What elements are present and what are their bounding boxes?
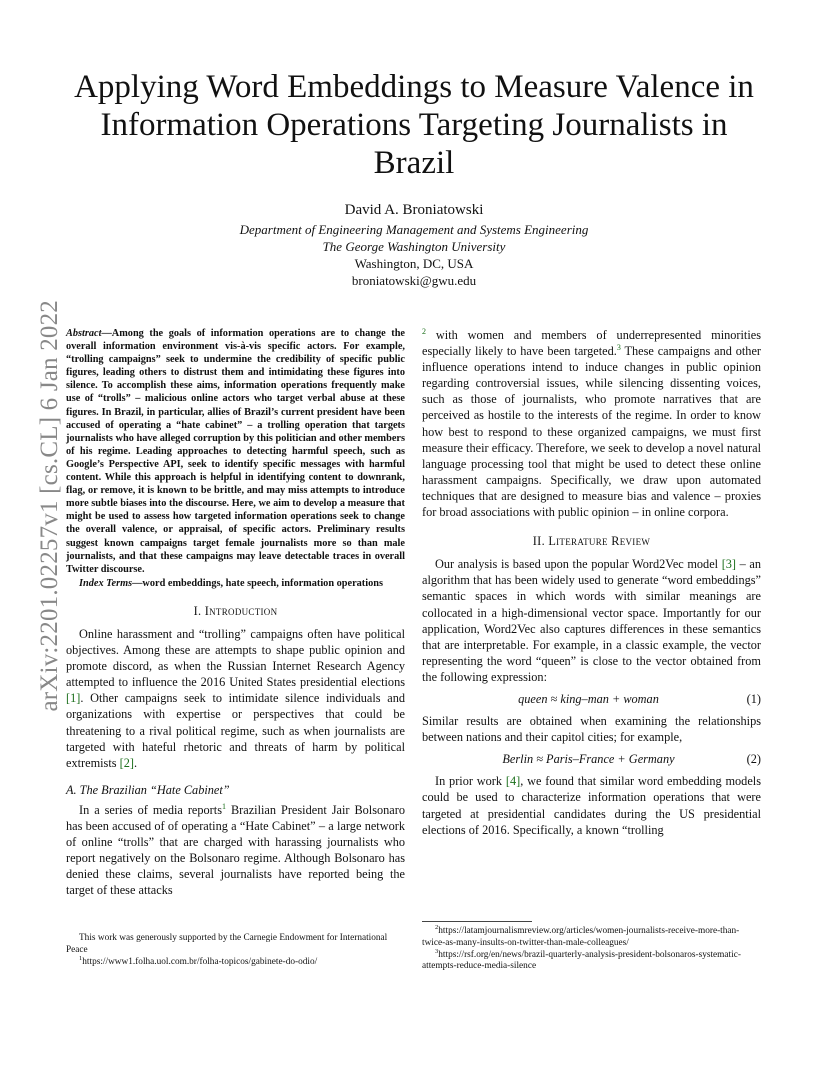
footnotes-left — [66, 933, 405, 968]
equation-number: (1) — [746, 691, 761, 706]
intro-text-1: Online harassment and “trolling” campaigns often have political objectives. Among these are attempts to shape public opinion and promote discord, as when the Russian Internet Research Agency attempted to influence the 2016 United States presidential elections — [66, 626, 405, 690]
equation-expression: queen ≈ king–man + woman — [518, 691, 659, 706]
abstract-text: —Among the goals of information operations are to change the overall information environment vis-à-vis specific actors. For example, “trolling campaigns” seek to undermine the credibility of specific public figures, leading others to distrust them and intimidating these figures into silence. To accomplish these aims, information operations frequently make use of “trolls” – malicious online actors who target verbal abuse at these figures. In Brazil, in particular, allies of Brazil’s current president have been accused of operating a “hate cabinet” – a trolling operation that targets journalists who have alleged corruption by this politician and other members of his regime. Leading approaches to detecting harmful speech, such as Google’s Perspective API, seek to identify specific messages with harmful content. While this approach is helpful in identifying content to downrank, flag, or remove, it is known to be brittle, and may miss attempts to introduce more subtle biases into the discourse. Here, we aim to develop a measure that might be used to assess how targeted information operations seek to change the overall valence, or appraisal, of specific actors. Preliminary results suggest known campaigns target female journalists more so than male journalists, and that these campaigns may leave detectable traces in overall Twitter discourse. — [66, 328, 405, 575]
author-department: Department of Engineering Management and Systems Engineering — [239, 222, 589, 237]
footnote-1 — [66, 954, 405, 969]
abstract-label: Abstract — [66, 328, 102, 339]
citation-link[interactable]: [1] — [66, 691, 81, 706]
hate-cabinet-text-1: In a series of media reports — [79, 802, 222, 817]
equation-1 — [422, 691, 761, 707]
lit-text-2: – an algorithm that has been widely used to generate “word embeddings” semantic spaces in which words with similar meanings are collocated in a high-dimensional vector space. Importantly for our application, Word2Vec also captures differences in these semantics that are interpretable. For example, in a classic example, the vector representing the word “queen” is close to the vector obtained from the following expression: — [422, 557, 761, 684]
section-heading-introduction: I. Introduction — [193, 603, 278, 618]
citation-link[interactable]: [2] — [119, 755, 134, 770]
literature-paragraph-2: Similar results are obtained when examining the relationships between nations and their capitol cities; for example, — [422, 714, 761, 745]
abstract — [66, 327, 405, 576]
index-terms-label: Index Terms — [79, 577, 133, 589]
arxiv-identifier: arXiv:2201.02257v1 [cs.CL] 6 Jan 2022 — [36, 300, 63, 712]
lit-text-3: In prior work — [435, 774, 506, 789]
author-name: David A. Broniatowski — [344, 202, 484, 218]
hate-cabinet-text-2: Brazilian President Jair Bolsonaro has been accused of of operating a “Hate Cabinet” – a large network of online “trolls” that are charged with harassing journalists who report negatively on the Bolsonaro regime. Although Bolsonaro has denied these claims, several journalists have reported being the target of these attacks — [66, 802, 405, 898]
footnote-divider — [422, 921, 532, 922]
funding-note: This work was generously supported by the Carnegie Endowment for International Peace — [66, 933, 388, 955]
subsection-heading-hate-cabinet: A. The Brazilian “Hate Cabinet” — [66, 782, 230, 797]
hate-cabinet-paragraph-start — [66, 802, 405, 899]
author-university: The George Washington University — [322, 239, 506, 254]
footnote-number: 3 — [435, 947, 439, 955]
left-column — [66, 327, 405, 898]
paper-title: Applying Word Embeddings to Measure Valence in Information Operations Targeting Journalists in Brazil — [74, 69, 754, 181]
right-column — [422, 327, 761, 838]
footnote-number: 1 — [79, 954, 83, 962]
hate-cabinet-text-3: with women and members of underrepresented minorities especially likely to have been targeted. — [422, 328, 761, 359]
author-block — [62, 202, 766, 289]
lit-text-4: , we found that similar word embedding models could be used to characterize information operations that were targeted at presidential candidates during the US presidential elections of 2016. Specifically, a known “trolling — [422, 774, 761, 837]
equation-2 — [422, 751, 761, 767]
section-heading-literature-review: II. Literature Review — [532, 534, 651, 549]
literature-paragraph-1 — [422, 556, 761, 685]
index-terms-text: —word embeddings, hate speech, information operations — [132, 577, 383, 589]
author-location: Washington, DC, USA — [354, 256, 474, 271]
footnote-url[interactable]: https://latamjournalismreview.org/articles/women-journalists-receive-more-than-twice-as-many-insults-on-twitter-than-male-colleagues/ — [422, 926, 740, 948]
introduction-paragraph — [66, 626, 405, 771]
citation-link[interactable]: [4] — [505, 774, 521, 789]
arxiv-stamp — [0, 0, 62, 760]
footnote-number: 2 — [435, 923, 439, 931]
footnote-link[interactable]: 2 — [422, 326, 426, 336]
footnote-link[interactable]: 1 — [221, 801, 226, 811]
hate-cabinet-paragraph-continued — [422, 327, 761, 520]
index-terms — [66, 577, 405, 590]
footnote-url[interactable]: https://rsf.org/en/news/brazil-quarterly-analysis-president-bolsonaros-systematic-attempts-reduce-media-silence — [422, 949, 741, 972]
lit-text-1: Our analysis is based upon the popular Word2Vec model — [435, 557, 722, 572]
equation-number: (2) — [746, 752, 761, 767]
footnote-url[interactable]: https://www1.folha.uol.com.br/folha-topicos/gabinete-do-odio/ — [82, 956, 318, 967]
citation-link[interactable]: [3] — [721, 557, 737, 572]
footnotes-right — [422, 921, 761, 973]
intro-text-2: . Other campaigns seek to intimidate silence individuals and organizations with expertise or perspectives that could be threatening to a rival political regime, such as when journalists are targeted with hateful rhetoric and threats of harm by political extremists — [66, 691, 405, 770]
author-email: broniatowski@gwu.edu — [351, 273, 477, 288]
footnote-link[interactable]: 3 — [616, 343, 621, 352]
footnote-2 — [422, 923, 761, 950]
equation-expression: Berlin ≈ Paris–France + Germany — [502, 752, 675, 767]
literature-paragraph-3 — [422, 773, 761, 837]
footnote-3 — [422, 947, 761, 974]
intro-text-3: . — [133, 755, 138, 770]
hate-cabinet-text-4: These campaigns and other influence operations intend to induce changes in public opinion regarding controversial issues, while silencing dissenting voices, such as those of journalists, who promote narratives that are perceived as hostile to the interests of the regime. In order to know how best to respond to these organized campaigns, we must first measure their efficacy. Therefore, we seek to develop a novel natural language processing tool that might be used to detect these online harassment campaigns. Specifically, we draw upon automated techniques that are designed to measure bias and valence – proxies for broad associations with public opinion – in online corpora. — [422, 344, 761, 520]
